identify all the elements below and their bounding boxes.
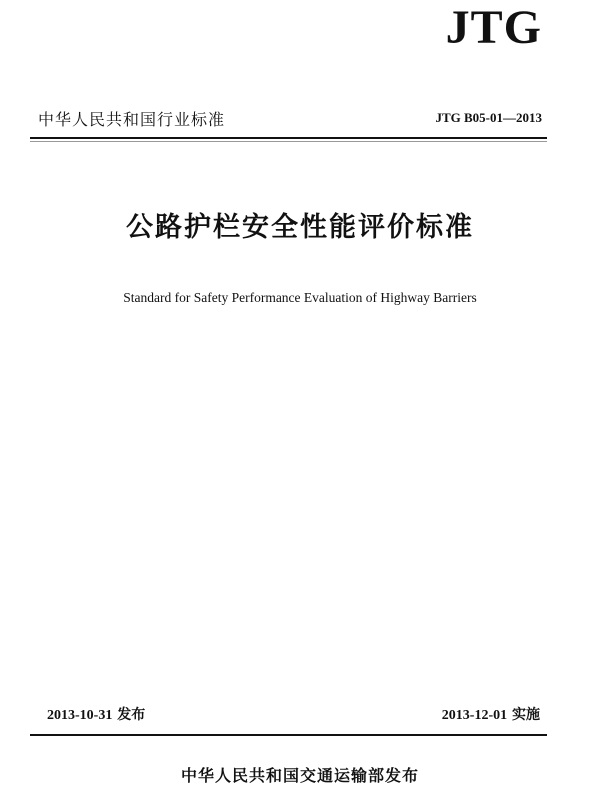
header-rule <box>30 137 547 139</box>
issue-date-label: 发布 <box>117 707 146 723</box>
effective-date <box>442 704 540 724</box>
document-title-chinese: 公路护栏安全性能评价标准 <box>126 212 474 243</box>
publisher: 中华人民共和国交通运输部发布 <box>180 766 419 785</box>
standard-code: JTG B05-01—2013 <box>435 110 542 125</box>
effective-date-value: 2013-12-01 <box>441 708 508 723</box>
issue-date-value: 2013-10-31 <box>47 708 113 723</box>
effective-date-label: 实施 <box>512 707 540 723</box>
jtg-logo: JTG <box>445 1 542 54</box>
footer-rule <box>30 734 547 736</box>
issue-date <box>47 704 145 724</box>
document-title-english: Standard for Safety Performance Evaluation of Highway Barriers <box>123 290 477 305</box>
header-rule-thin <box>30 141 547 142</box>
standard-category: 中华人民共和国行业标准 <box>38 110 226 129</box>
